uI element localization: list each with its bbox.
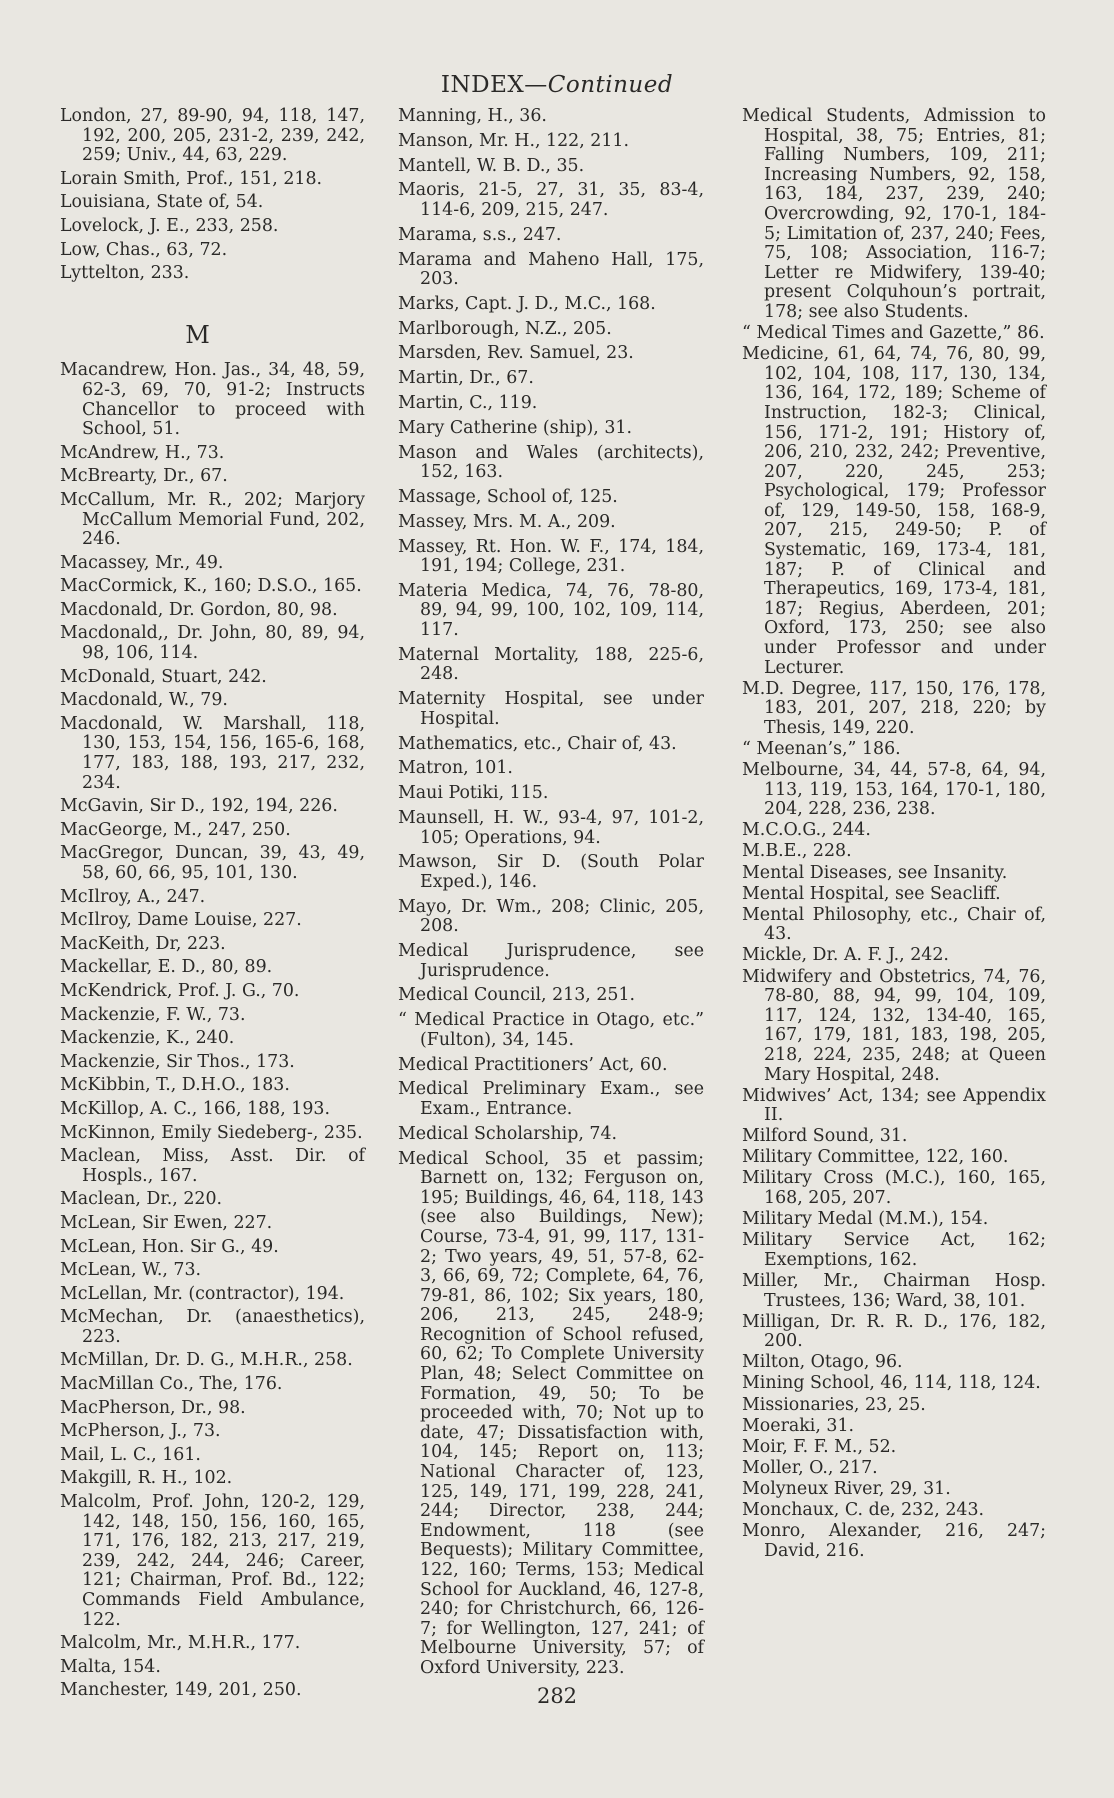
index-entry: McAndrew, H., 73.: [60, 442, 225, 463]
index-entry: Martin, Dr., 67.: [398, 368, 534, 389]
index-entry: McPherson, J., 73.: [60, 1421, 221, 1442]
index-entry: MacGregor, Duncan, 39, 43, 49, 58, 60, 66, 95, 101, 130.: [60, 843, 365, 883]
index-entry: Mental Hospital, see Seacliff.: [742, 883, 1001, 904]
index-entry: Manning, H., 36.: [398, 106, 547, 126]
index-entry: Military Committee, 122, 160.: [742, 1147, 1009, 1168]
section-letter-m: M: [185, 320, 210, 349]
index-entry: Mantell, W. B. D., 35.: [398, 155, 585, 176]
index-entry: “ Meenan’s,” 186.: [742, 739, 901, 759]
index-entry: Mining School, 46, 114, 118, 124.: [742, 1373, 1041, 1394]
index-entry: Military Service Act, 162; Exemptions, 162.: [742, 1230, 1046, 1270]
entries-m-group: [60, 361, 365, 1701]
index-entry: Medical Students, Admission to Hospital, 38, 75; Entries, 81; Falling Numbers, 109, 211; Increasing Numbers, 92, 158, 163, 184, 237, 239, 240; Overcrowding, 92, 170-1, 184-5; Limitation of, 237, 240; Fees, 75, 108; Association, 116-7; Letter re Midwifery, 139-40; present Colquhoun’s portrait, 178; see also Students.: [742, 106, 1046, 322]
index-entry: Louisiana, State of, 54.: [60, 192, 264, 213]
index-entry: Medical Council, 213, 251.: [398, 985, 636, 1006]
index-entry: Mayo, Dr. Wm., 208; Clinic, 205, 208.: [398, 896, 704, 937]
index-entry: Medicine, 61, 64, 74, 76, 80, 99, 102, 104, 108, 117, 130, 134, 136, 164, 172, 189; Scheme of Instruction, 182-3; Clinical, 156, 171-2, 191; History of, 206, 210, 232, 242; Preventive, 207, 220, 245, 253; Psychological, 179; Professor of, 129, 149-50, 158, 168-9, 207, 215, 249-50; P. of Systematic, 169, 173-4, 181, 187; P. of Clinical and Therapeutics, 169, 173-4, 181, 187; Regius, Aberdeen, 201; Oxford, 173, 250; see also under Professor and under Lecturer.: [742, 344, 1046, 678]
index-entry: Missionaries, 23, 25.: [742, 1394, 926, 1415]
index-entry: Manson, Mr. H., 122, 211.: [398, 130, 630, 151]
index-entry: Macdonald,, Dr. John, 80, 89, 94, 98, 106, 114.: [60, 623, 365, 664]
index-entry: Macdonald, Dr. Gordon, 80, 98.: [60, 599, 338, 620]
page-header: [0, 72, 1114, 98]
index-entry: Lorain Smith, Prof., 151, 218.: [60, 168, 323, 189]
index-entry: Lovelock, J. E., 233, 258.: [60, 215, 279, 236]
index-entry: McBrearty, Dr., 67.: [60, 466, 228, 487]
index-entry: Mary Catherine (ship), 31.: [398, 417, 632, 438]
index-entry: McLean, Sir Ewen, 227.: [60, 1212, 273, 1233]
index-entry: Military Medal (M.M.), 154.: [742, 1209, 989, 1230]
index-entry: M.D. Degree, 117, 150, 176, 178, 183, 201, 207, 218, 220; by Thesis, 149, 220.: [742, 678, 1046, 738]
index-entry: Moir, F. F. M., 52.: [742, 1436, 897, 1457]
index-entry: MacPherson, Dr., 98.: [60, 1397, 246, 1418]
index-entry: Milford Sound, 31.: [742, 1126, 908, 1147]
index-entry: Malcolm, Mr., M.H.R., 177.: [60, 1633, 301, 1654]
index-entry: Mental Diseases, see Insanity.: [742, 862, 1008, 883]
index-entry: Mackenzie, Sir Thos., 173.: [60, 1051, 295, 1072]
entries-group: [398, 107, 704, 1679]
index-entry: Mackellar, E. D., 80, 89.: [60, 957, 273, 978]
index-entry: McMillan, Dr. D. G., M.H.R., 258.: [60, 1350, 353, 1371]
index-entry: Moeraki, 31.: [742, 1415, 855, 1436]
index-entry: McIlroy, Dame Louise, 227.: [60, 910, 302, 931]
index-entry: Milton, Otago, 96.: [742, 1352, 903, 1373]
index-entry: Monro, Alexander, 216, 247; David, 216.: [742, 1521, 1046, 1561]
index-entry: Medical Preliminary Exam., see Exam., Entrance.: [398, 1079, 704, 1119]
index-entry: Manchester, 149, 201, 250.: [60, 1680, 302, 1701]
index-entry: Mail, L. C., 161.: [60, 1444, 201, 1465]
index-entry: Medical Jurisprudence, see Jurisprudence.: [398, 941, 704, 981]
index-entry: Maclean, Dr., 220.: [60, 1189, 223, 1210]
index-entry: Mawson, Sir D. (South Polar Exped.), 146.: [398, 852, 704, 892]
index-entry: Monchaux, C. de, 232, 243.: [742, 1499, 985, 1520]
entries-group: [742, 107, 1046, 1561]
index-entry: MacKeith, Dr, 223.: [60, 933, 226, 954]
header-subtitle: Continued: [547, 72, 674, 98]
index-entry: Medical School, 35 et passim; Barnett on, 132; Ferguson on, 195; Buildings, 46, 64, 118, 143 (see also Buildings, New); Course, 73-4, 91, 99, 117, 131-2; Two years, 49, 51, 57-8, 62-3, 66, 69, 72; Complete, 64, 76, 79-81, 86, 102; Six years, 180, 206, 213, 245, 248-9; Recognition of School refused, 60, 62; To Complete University Plan, 48; Select Committee on Formation, 49, 50; To be proceeded with, 70; Not up to date, 47; Dissatisfaction with, 104, 145; Report on, 113; National Character of, 123, 125, 149, 171, 199, 228, 241, 244; Director, 238, 244; Endowment, 118 (see Bequests); Military Committee, 122, 160; Terms, 153; Medical School for Auckland, 46, 127-8, 240; for Christchurch, 66, 126-7; for Wellington, 127, 241; of Melbourne University, 57; of Oxford University, 223.: [398, 1148, 704, 1678]
entries-l-group: [60, 107, 365, 284]
index-entry: Matron, 101.: [398, 758, 513, 779]
index-entry: Military Cross (M.C.), 160, 165, 168, 205, 207.: [742, 1168, 1046, 1209]
index-entry: Massey, Mrs. M. A., 209.: [398, 511, 616, 532]
index-entry: Moller, O., 217.: [742, 1457, 878, 1478]
index-entry: McKibbin, T., D.H.O., 183.: [60, 1075, 290, 1096]
index-entry: Maclean, Miss, Asst. Dir. of Hospls., 167.: [60, 1146, 365, 1186]
index-entry: M.B.E., 228.: [742, 841, 852, 862]
index-entry: Macassey, Mr., 49.: [60, 552, 224, 573]
index-entry: London, 27, 89-90, 94, 118, 147, 192, 200, 205, 231-2, 239, 242, 259; Univ., 44, 63, 229.: [60, 106, 365, 166]
index-entry: Mason and Wales (architects), 152, 163.: [398, 442, 704, 483]
index-entry: Macdonald, W. Marshall, 118, 130, 153, 154, 156, 165-6, 168, 177, 183, 188, 193, 217, 232, 234.: [60, 713, 365, 793]
index-entry: Macdonald, W., 79.: [60, 690, 228, 711]
index-entry: Maternity Hospital, see under Hospital.: [398, 689, 704, 729]
index-entry: Lyttelton, 233.: [60, 263, 190, 284]
index-column-3: [742, 107, 1046, 1563]
index-entry: Makgill, R. H., 102.: [60, 1468, 233, 1489]
index-entry: MacCormick, K., 160; D.S.O., 165.: [60, 576, 362, 597]
index-entry: Midwives’ Act, 134; see Appendix II.: [742, 1085, 1046, 1126]
index-entry: McDonald, Stuart, 242.: [60, 666, 267, 687]
index-entry: McLellan, Mr. (contractor), 194.: [60, 1283, 345, 1304]
index-entry: Miller, Mr., Chairman Hosp. Trustees, 136; Ward, 38, 101.: [742, 1270, 1046, 1311]
index-entry: Massage, School of, 125.: [398, 486, 618, 507]
index-entry: Maoris, 21-5, 27, 31, 35, 83-4, 114-6, 209, 215, 247.: [398, 180, 704, 220]
index-entry: Marsden, Rev. Samuel, 23.: [398, 343, 634, 364]
index-entry: Low, Chas., 63, 72.: [60, 239, 228, 260]
index-entry: Maui Potiki, 115.: [398, 783, 549, 804]
index-entry: McKinnon, Emily Siedeberg-, 235.: [60, 1122, 363, 1143]
index-entry: Midwifery and Obstetrics, 74, 76, 78-80, 88, 94, 99, 104, 109, 117, 124, 132, 134-40, 165, 167, 179, 181, 183, 198, 205, 218, 224, 235, 248; at Queen Mary Hospital, 248.: [742, 966, 1046, 1085]
index-column-1: [60, 107, 365, 1705]
index-entry: Milligan, Dr. R. R. D., 176, 182, 200.: [742, 1311, 1046, 1352]
index-entry: Marama, s.s., 247.: [398, 224, 562, 245]
index-entry: McKendrick, Prof. J. G., 70.: [60, 980, 300, 1001]
index-entry: McIlroy, A., 247.: [60, 886, 206, 907]
index-entry: Malta, 154.: [60, 1656, 161, 1677]
index-entry: McMechan, Dr. (anaesthetics), 223.: [60, 1307, 365, 1347]
header-title: INDEX—: [440, 72, 548, 98]
index-entry: Mental Philosophy, etc., Chair of, 43.: [742, 904, 1046, 945]
index-entry: Maunsell, H. W., 93-4, 97, 101-2, 105; Operations, 94.: [398, 807, 704, 848]
index-entry: Molyneux River, 29, 31.: [742, 1478, 951, 1499]
index-entry: Massey, Rt. Hon. W. F., 174, 184, 191, 194; College, 231.: [398, 536, 704, 577]
index-entry: Malcolm, Prof. John, 120-2, 129, 142, 148, 150, 156, 160, 165, 171, 176, 182, 213, 217, 219, 239, 242, 244, 246; Career, 121; Chairman, Prof. Bd., 122; Commands Field Ambulance, 122.: [60, 1492, 365, 1630]
index-entry: Mickle, Dr. A. F. J., 242.: [742, 945, 949, 966]
index-entry: Melbourne, 34, 44, 57-8, 64, 94, 113, 119, 153, 164, 170-1, 180, 204, 228, 236, 238.: [742, 760, 1046, 820]
index-entry: Martin, C., 119.: [398, 393, 538, 413]
index-entry: Marks, Capt. J. D., M.C., 168.: [398, 293, 656, 314]
index-entry: Maternal Mortality, 188, 225-6, 248.: [398, 644, 704, 685]
index-entry: McGavin, Sir D., 192, 194, 226.: [60, 796, 338, 817]
index-entry: MacGeorge, M., 247, 250.: [60, 819, 291, 840]
index-entry: McLean, W., 73.: [60, 1260, 202, 1281]
index-column-2: [398, 107, 704, 1684]
index-entry: Mackenzie, K., 240.: [60, 1028, 235, 1049]
index-entry: M.C.O.G., 244.: [742, 820, 871, 841]
index-entry: “ Medical Practice in Otago, etc.” (Fulton), 34, 145.: [398, 1010, 704, 1050]
page-number: 282: [536, 1684, 578, 1708]
index-entry: Medical Practitioners’ Act, 60.: [398, 1054, 668, 1075]
index-entry: Mathematics, etc., Chair of, 43.: [398, 733, 677, 754]
index-entry: Marama and Maheno Hall, 175, 203.: [398, 249, 704, 290]
index-entry: “ Medical Times and Gazette,” 86.: [742, 323, 1045, 344]
index-entry: MacMillan Co., The, 176.: [60, 1374, 283, 1395]
index-entry: Marlborough, N.Z., 205.: [398, 318, 612, 339]
index-entry: McLean, Hon. Sir G., 49.: [60, 1236, 279, 1257]
index-entry: Mackenzie, F. W., 73.: [60, 1004, 246, 1025]
index-entry: McCallum, Mr. R., 202; Marjory McCallum Memorial Fund, 202, 246.: [60, 489, 365, 550]
index-entry: Materia Medica, 74, 76, 78-80, 89, 94, 99, 100, 102, 109, 114, 117.: [398, 580, 704, 641]
index-entry: Medical Scholarship, 74.: [398, 1123, 618, 1144]
index-entry: McKillop, A. C., 166, 188, 193.: [60, 1098, 330, 1119]
index-entry: Macandrew, Hon. Jas., 34, 48, 59, 62-3, 69, 70, 91-2; Instructs Chancellor to proceed with School, 51.: [60, 360, 365, 440]
